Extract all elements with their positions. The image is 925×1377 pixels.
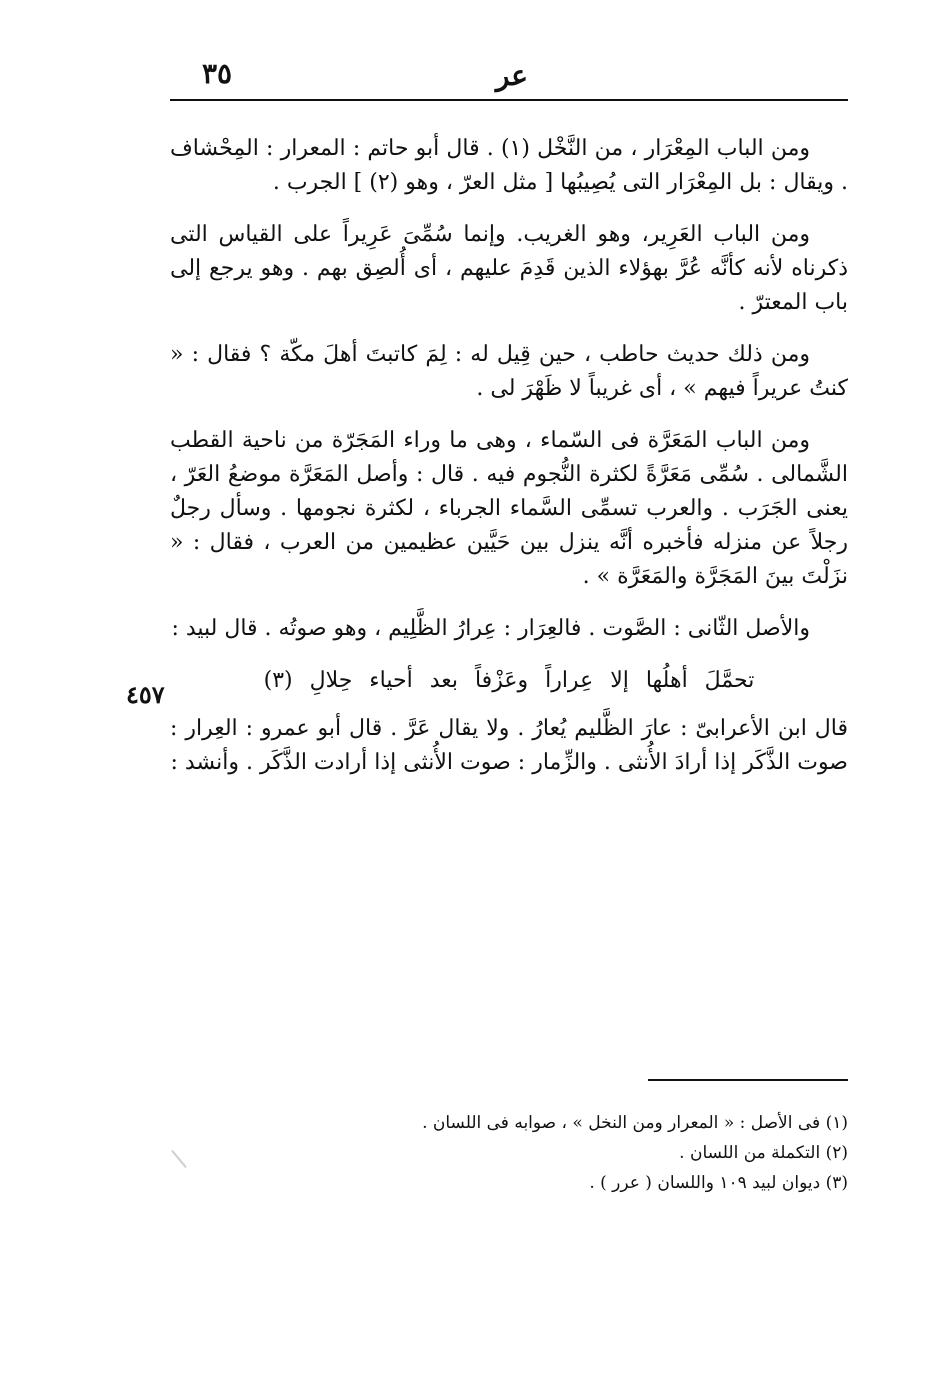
paragraph-3: ومن ذلك حديث حاطب ، حين قِيل له : لِمَ كاتبتَ أهلَ مكّة ؟ فقال : « كنتُ عريراً فيهم » ، أى غريباً لا ظَهْرَ لى . <box>170 342 848 401</box>
paragraph-2: ومن الباب العَرِير، وهو الغريب. وإنما سُمِّىَ عَرِيراً على القياس التى ذكرناه لأنه كأنَّه عُرَّ بهؤلاء الذين قَدِمَ عليهم ، أى أُلصِق بهم . وهو يرجع إلى باب المعترّ . <box>170 222 848 315</box>
paragraph-4: ومن الباب المَعَرَّة فى السّماء ، وهى ما وراء المَجَرّة من ناحية القطب الشَّمالى . سُمِّى مَعَرَّةً لكثرة النُّجوم فيه . قال : وأصل المَعَرَّة موضعُ العَرّ ، يعنى الجَرَب . والعرب تسمِّى السَّماء الجرباء ، لكثرة نجومها . وسأل رجلٌ رجلاً عن منزله فأخبره أنَّه ينزل بين حَيَّين عظيمين من العرب ، فقال : « نزَلْتَ بينَ المَجَرَّة والمَعَرَّة » . <box>170 428 848 589</box>
page-number: ٣٥ <box>202 57 233 90</box>
paragraph-5: والأصل الثّانى : الصَّوت . فالعِرَار : عِرارُ الظَّلِيم ، وهو صوتُه . قال لبيد : <box>171 616 810 641</box>
scan-mark <box>171 1150 187 1168</box>
footnote-divider <box>648 1079 848 1081</box>
footnote-1: (١) فى الأصل : « المعرار ومن النخل » ، صوابه فى اللسان . <box>422 1113 848 1133</box>
header-root-word: عر <box>495 59 528 92</box>
paragraph-1: ومن الباب المِعْرَار ، من النَّخْل (١) . قال أبو حاتم : المعرار : المِحْشاف . ويقال : بل المِعْرَار التى يُصِيبُها [ مثل العرّ ، وهو (٢) ] الجرب . <box>170 136 848 195</box>
poetry-verse: تحمَّلَ أهلُها إلا عِراراً وعَزْفاً بعد أحياء حِلالِ (٣) <box>263 668 755 693</box>
footnotes <box>300 1108 848 1198</box>
paragraph-6: قال ابن الأعرابىّ : عارَ الظَّليم يُعارُ . ولا يقال عَرَّ . قال أبو عمرو : العِرار : صوت الذَّكَر إذا أرادَ الأُنثى . والزِّمار : صوت الأُنثى إذا أرادت الذَّكَر . وأنشد : <box>170 716 848 775</box>
main-text <box>170 132 848 798</box>
footnote-3: (٣) ديوان لبيد ١٠٩ واللسان ( عرر ) . <box>589 1173 848 1193</box>
margin-number: ٤٥٧ <box>126 680 165 709</box>
footnote-2: (٢) التكملة من اللسان . <box>679 1143 848 1163</box>
header-divider <box>170 99 848 101</box>
running-header <box>170 55 848 99</box>
